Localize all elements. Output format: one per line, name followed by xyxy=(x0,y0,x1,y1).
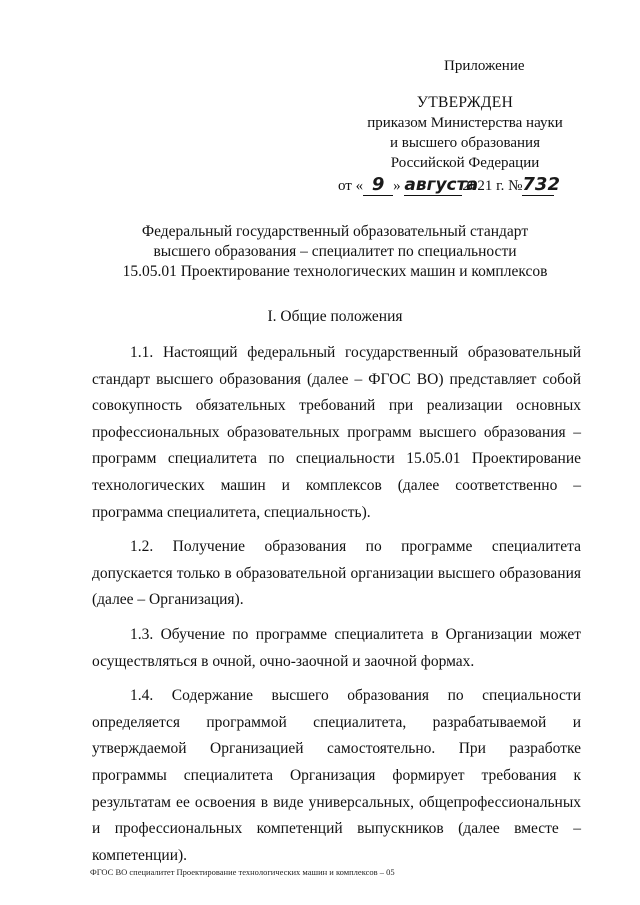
paragraph-1-1: 1.1. Настоящий федеральный государственный образовательный стандарт высшего образования (далее – ФГОС ВО) представляет собой совокупность обязательных требований при реализации основных профессиональных образовательных программ высшего образования – программ специалитета по специальности 15.05.01 Проектирование технологических машин и комплексов (далее соответственно – программа специалитета, специальность). xyxy=(92,344,581,521)
title-line-2: высшего образования – специалитет по специальности xyxy=(153,243,517,260)
date-year: 2021 г. № xyxy=(462,178,523,194)
appendix-label: Приложение xyxy=(444,58,525,74)
paragraph-1-3: 1.3. Обучение по программе специалитета в Организации может осуществляться в очной, очно-заочной и заочной формах. xyxy=(92,625,581,670)
title-line-1: Федеральный государственный образовательный стандарт xyxy=(141,223,529,240)
handwritten-month: августа xyxy=(404,175,478,195)
date-prefix: от « xyxy=(338,178,364,194)
order-date-line xyxy=(338,175,590,196)
order-line-1: приказом Министерства науки xyxy=(367,115,563,131)
page-footer: ФГОС ВО специалитет Проектирование технологических машин и комплексов – 05 xyxy=(90,867,395,877)
approved-stamp-text: УТВЕРЖДЕН xyxy=(416,94,514,111)
paragraph-1-2: 1.2. Получение образования по программе специалитета допускается только в образовательной организации высшего образования (далее – Организация). xyxy=(92,538,581,609)
handwritten-day: 9 xyxy=(363,175,393,196)
order-line-2: и высшего образования xyxy=(390,135,540,151)
body-text xyxy=(92,340,581,877)
title-line-3: 15.05.01 Проектирование технологических машин и комплексов xyxy=(122,263,548,280)
date-mid: » xyxy=(393,178,401,194)
paragraph-1-4: 1.4. Содержание высшего образования по специальности определяется программой специалитета, разрабатываемой и утверждаемой Организацией самостоятельно. При разработке программы специалитета Организация формирует требования к результатам ее освоения в виде универсальных, общепрофессиональных и профессиональных компетенций выпускников (далее вместе – компетенции). xyxy=(92,687,581,864)
section-heading: I. Общие положения xyxy=(267,308,403,325)
approval-block xyxy=(340,93,590,196)
document-title xyxy=(80,222,590,282)
order-line-3: Российской Федерации xyxy=(390,155,540,171)
handwritten-order-number: 732 xyxy=(522,174,560,195)
